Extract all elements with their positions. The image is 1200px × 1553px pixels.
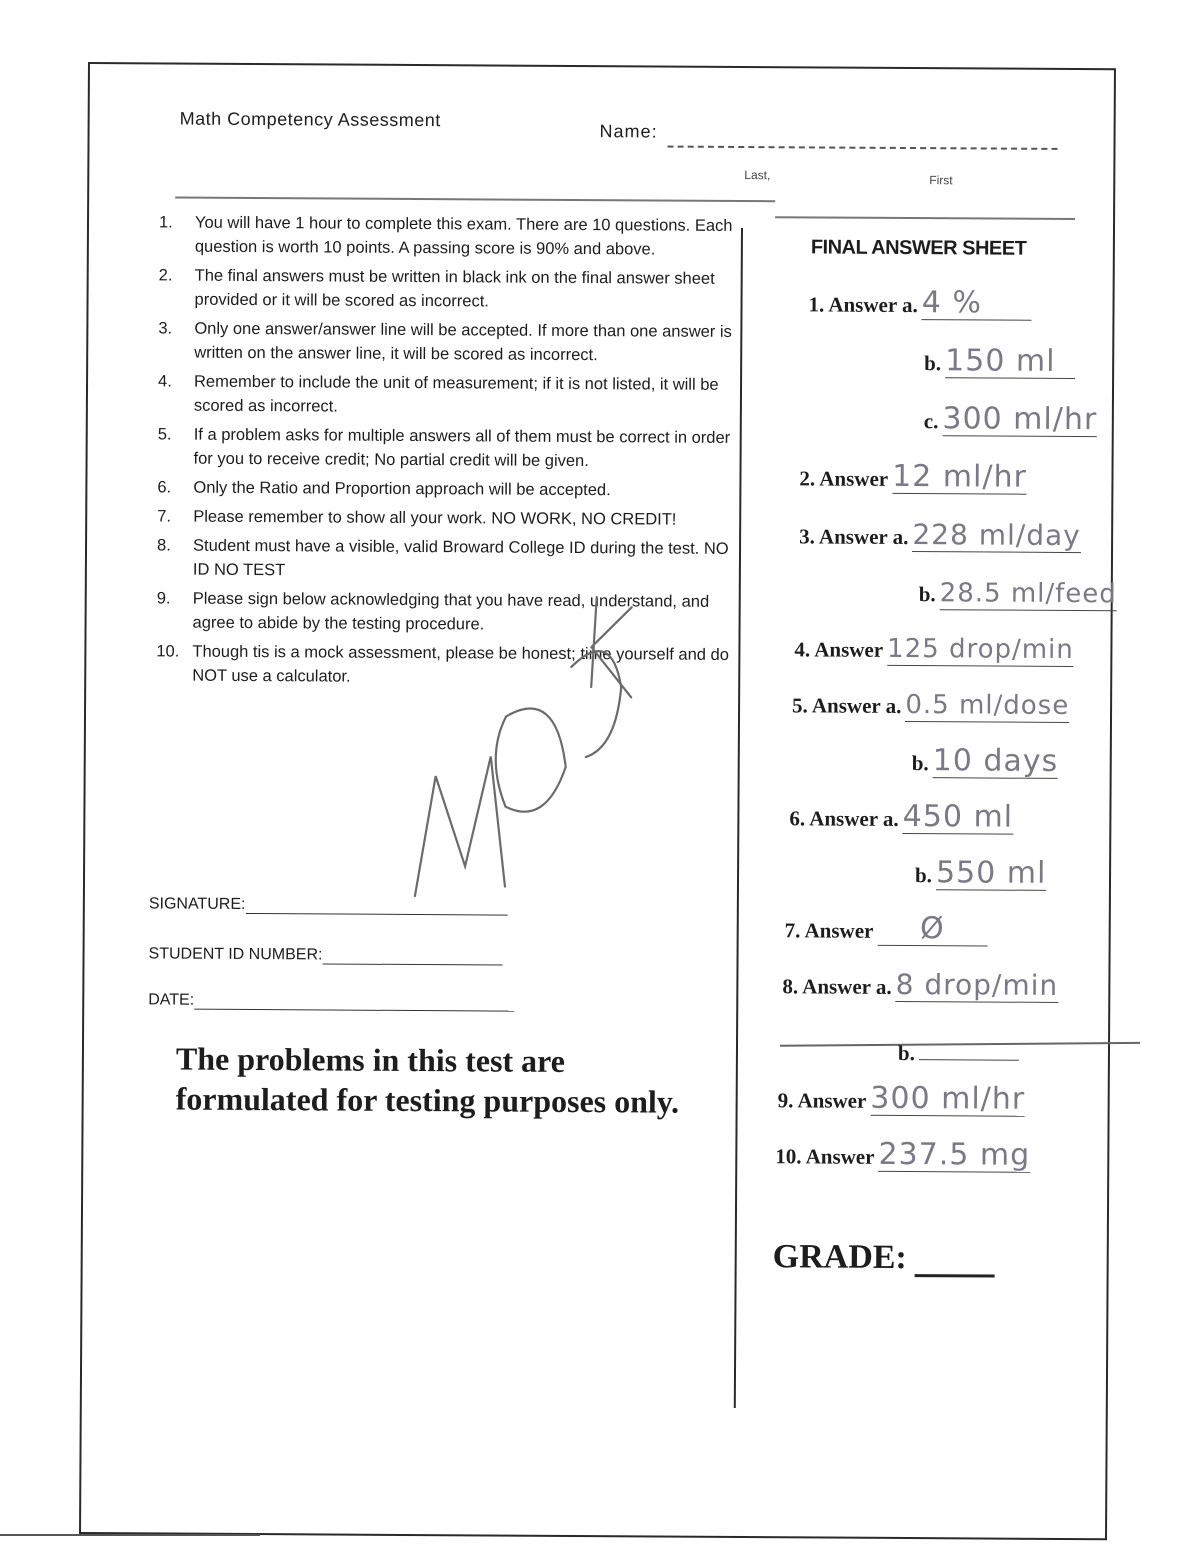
- answer-1b: b. 150 ml: [924, 345, 1075, 379]
- answer-3b-value[interactable]: 28.5 ml/feed: [939, 578, 1117, 610]
- answer-9: 9. Answer 300 ml/hr: [777, 1080, 1026, 1117]
- instruction-item: 8. Student must have a visible, valid Broward College ID during the test. NO ID NO TEST: [156, 536, 729, 580]
- answer-5a: 5. Answer a. 0.5 ml/dose: [792, 690, 1070, 722]
- instruction-item: 9. Please sign below acknowledging that you have read, understand, and agree to abide by the testing procedure.: [156, 589, 710, 634]
- date-row: [148, 990, 514, 1011]
- answer-8a: 8. Answer a. 8 drop/min: [782, 967, 1059, 1002]
- final-answer-sheet-title: FINAL ANSWER SHEET: [810, 236, 1027, 260]
- answer-1c-value[interactable]: 300 ml/hr: [942, 401, 1098, 438]
- answer-10: 10. Answer 237.5 mg: [775, 1136, 1031, 1173]
- answer-5b-value[interactable]: 10 days: [932, 743, 1059, 779]
- answer-9-value[interactable]: 300 ml/hr: [870, 1080, 1026, 1117]
- grade-field[interactable]: [915, 1246, 995, 1277]
- header-divider-right: [775, 216, 1075, 220]
- disclaimer-text: The problems in this test are formulated for testing purposes only.: [175, 1040, 680, 1120]
- first-name-label: First: [929, 173, 953, 188]
- answer-3b: b. 28.5 ml/feed: [918, 578, 1117, 610]
- header-divider: [175, 197, 775, 203]
- instruction-item: 1. You will have 1 hour to complete this exam. There are 10 questions. Each question is worth 10 points. A passing score is 90% and above.: [158, 213, 733, 259]
- answer-4-value[interactable]: 125 drop/min: [887, 633, 1074, 666]
- instruction-item: 6. Only the Ratio and Proportion approach will be accepted.: [157, 478, 611, 500]
- answer-2-value[interactable]: 12 ml/hr: [892, 458, 1027, 495]
- answer-6b-value[interactable]: 550 ml: [935, 855, 1047, 891]
- answer-5a-value[interactable]: 0.5 ml/dose: [905, 690, 1070, 722]
- instruction-item: 2. The final answers must be written in black ink on the final answer sheet provided or it will be scored as incorrect.: [158, 266, 715, 311]
- page-title: Math Competency Assessment: [179, 108, 441, 131]
- answer-3a: 3. Answer a. 228 ml/day: [799, 518, 1081, 553]
- answer-7: 7. Answer Ø: [785, 912, 988, 946]
- answer-1a: 1. Answer a. 4 %: [808, 286, 1031, 320]
- answer-6a: 6. Answer a. 450 ml: [789, 798, 1014, 835]
- answer-6a-value[interactable]: 450 ml: [902, 798, 1014, 835]
- name-label: Name:: [599, 121, 658, 142]
- instruction-item: 10. Though tis is a mock assessment, please be honest; time yourself and do NOT use a calculator.: [156, 642, 729, 686]
- student-id-field[interactable]: [322, 945, 502, 965]
- grade-row: [773, 1238, 995, 1277]
- instruction-item: 5. If a problem asks for multiple answers all of them must be correct in order for you to receive credit; No partial credit will be given.: [157, 425, 731, 471]
- answer-10-value[interactable]: 237.5 mg: [878, 1136, 1031, 1173]
- answer-4: 4. Answer 125 drop/min: [794, 633, 1074, 666]
- answer-3a-value[interactable]: 228 ml/day: [912, 518, 1081, 553]
- mock-handwritten-stamp: [395, 566, 637, 907]
- scan-edge-line: [0, 1534, 260, 1536]
- instruction-item: 3. Only one answer/answer line will be accepted. If more than one answer is written on the answer line, it will be scored as incorrect.: [158, 319, 732, 365]
- answer-6b: b. 550 ml: [914, 855, 1047, 891]
- signature-label: SIGNATURE:: [148, 895, 246, 913]
- name-field-line[interactable]: [667, 146, 1057, 150]
- date-label: DATE:: [148, 991, 195, 1009]
- answer-5b: b. 10 days: [911, 743, 1059, 779]
- answer-8a-value[interactable]: 8 drop/min: [895, 967, 1059, 1002]
- answer-7-value[interactable]: Ø: [877, 913, 987, 947]
- answer-8b: b.: [898, 1027, 1019, 1067]
- student-id-label: STUDENT ID NUMBER:: [148, 945, 323, 964]
- answer-1c: c. 300 ml/hr: [923, 401, 1098, 438]
- answer-1b-value[interactable]: 150 ml: [945, 345, 1075, 379]
- last-name-label: Last,: [744, 168, 771, 183]
- answer-1a-value[interactable]: 4 %: [922, 287, 1032, 321]
- answer-8b-value[interactable]: [919, 1027, 1019, 1061]
- exam-sheet: [79, 62, 1116, 1540]
- date-field[interactable]: [194, 991, 514, 1012]
- instruction-item: 7. Please remember to show all your work. NO WORK, NO CREDIT!: [157, 507, 677, 529]
- grade-label: GRADE:: [772, 1238, 907, 1277]
- answer-2: 2. Answer 12 ml/hr: [799, 458, 1027, 495]
- instruction-item: 4. Remember to include the unit of measurement; if it is not listed, it will be scored as incorrect.: [157, 372, 719, 416]
- student-id-row: [148, 944, 502, 965]
